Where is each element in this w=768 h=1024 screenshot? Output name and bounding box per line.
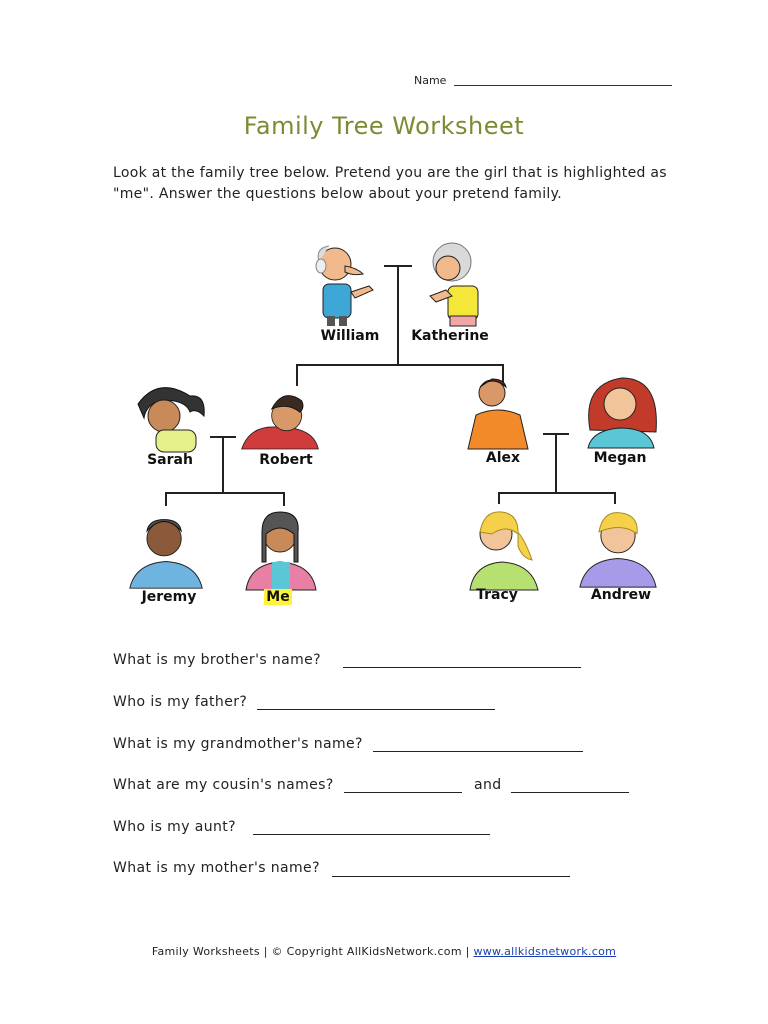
question-grandmother: What is my grandmother's name? [113, 736, 363, 752]
page-title: Family Tree Worksheet [243, 112, 525, 140]
name-blank[interactable] [454, 85, 672, 86]
label-alex: Alex [485, 450, 521, 466]
question-father: Who is my father? [113, 694, 248, 710]
label-william: William [320, 328, 380, 344]
answer-blank-cousin-1[interactable] [344, 792, 462, 793]
question-brother: What is my brother's name? [113, 652, 321, 668]
tracy-portrait [466, 506, 546, 594]
footer-link[interactable]: www.allkidsnetwork.com [473, 945, 617, 958]
answer-blank-cousin-2[interactable] [511, 792, 629, 793]
william-portrait [305, 240, 385, 328]
name-label: Name [414, 74, 447, 87]
tree-connector [296, 364, 503, 366]
label-katherine: Katherine [411, 328, 489, 344]
answer-blank-grandmother[interactable] [373, 751, 583, 752]
intro-text: Look at the family tree below. Pretend you are the girl that is highlighted as "me". Answer the questions below about your pretend family. [113, 165, 667, 202]
label-sarah: Sarah [147, 452, 193, 468]
jeremy-portrait [126, 508, 206, 596]
answer-blank-brother[interactable] [343, 667, 581, 668]
tree-connector [555, 433, 557, 493]
tree-connector [283, 492, 285, 506]
tree-connector [222, 436, 224, 493]
katherine-portrait [412, 240, 492, 328]
footer-text: Family Worksheets | © Copyright AllKidsNetwork.com | [151, 945, 470, 958]
tree-connector [397, 265, 399, 365]
label-me [233, 589, 323, 605]
tree-connector [498, 492, 500, 504]
andrew-portrait [578, 505, 658, 593]
label-tracy: Tracy [476, 587, 518, 603]
label-robert: Robert [259, 452, 313, 468]
tree-connector [165, 492, 167, 506]
question-aunt: Who is my aunt? [113, 819, 236, 835]
me-highlight: Me [266, 589, 290, 605]
label-andrew: Andrew [590, 587, 652, 603]
label-jeremy: Jeremy [141, 589, 197, 605]
answer-blank-aunt[interactable] [253, 834, 490, 835]
name-field-row [414, 74, 672, 87]
tree-connector [614, 492, 616, 504]
tree-connector [498, 492, 616, 494]
answer-blank-father[interactable] [257, 709, 495, 710]
me-portrait [242, 506, 322, 594]
megan-portrait [582, 370, 662, 458]
tree-connector [165, 492, 285, 494]
cousins-and-text: and [474, 777, 502, 793]
answer-blank-mother[interactable] [332, 876, 570, 877]
question-cousins: What are my cousin's names? [113, 777, 334, 793]
question-mother: What is my mother's name? [113, 860, 320, 876]
label-megan: Megan [593, 450, 647, 466]
footer [0, 945, 768, 958]
